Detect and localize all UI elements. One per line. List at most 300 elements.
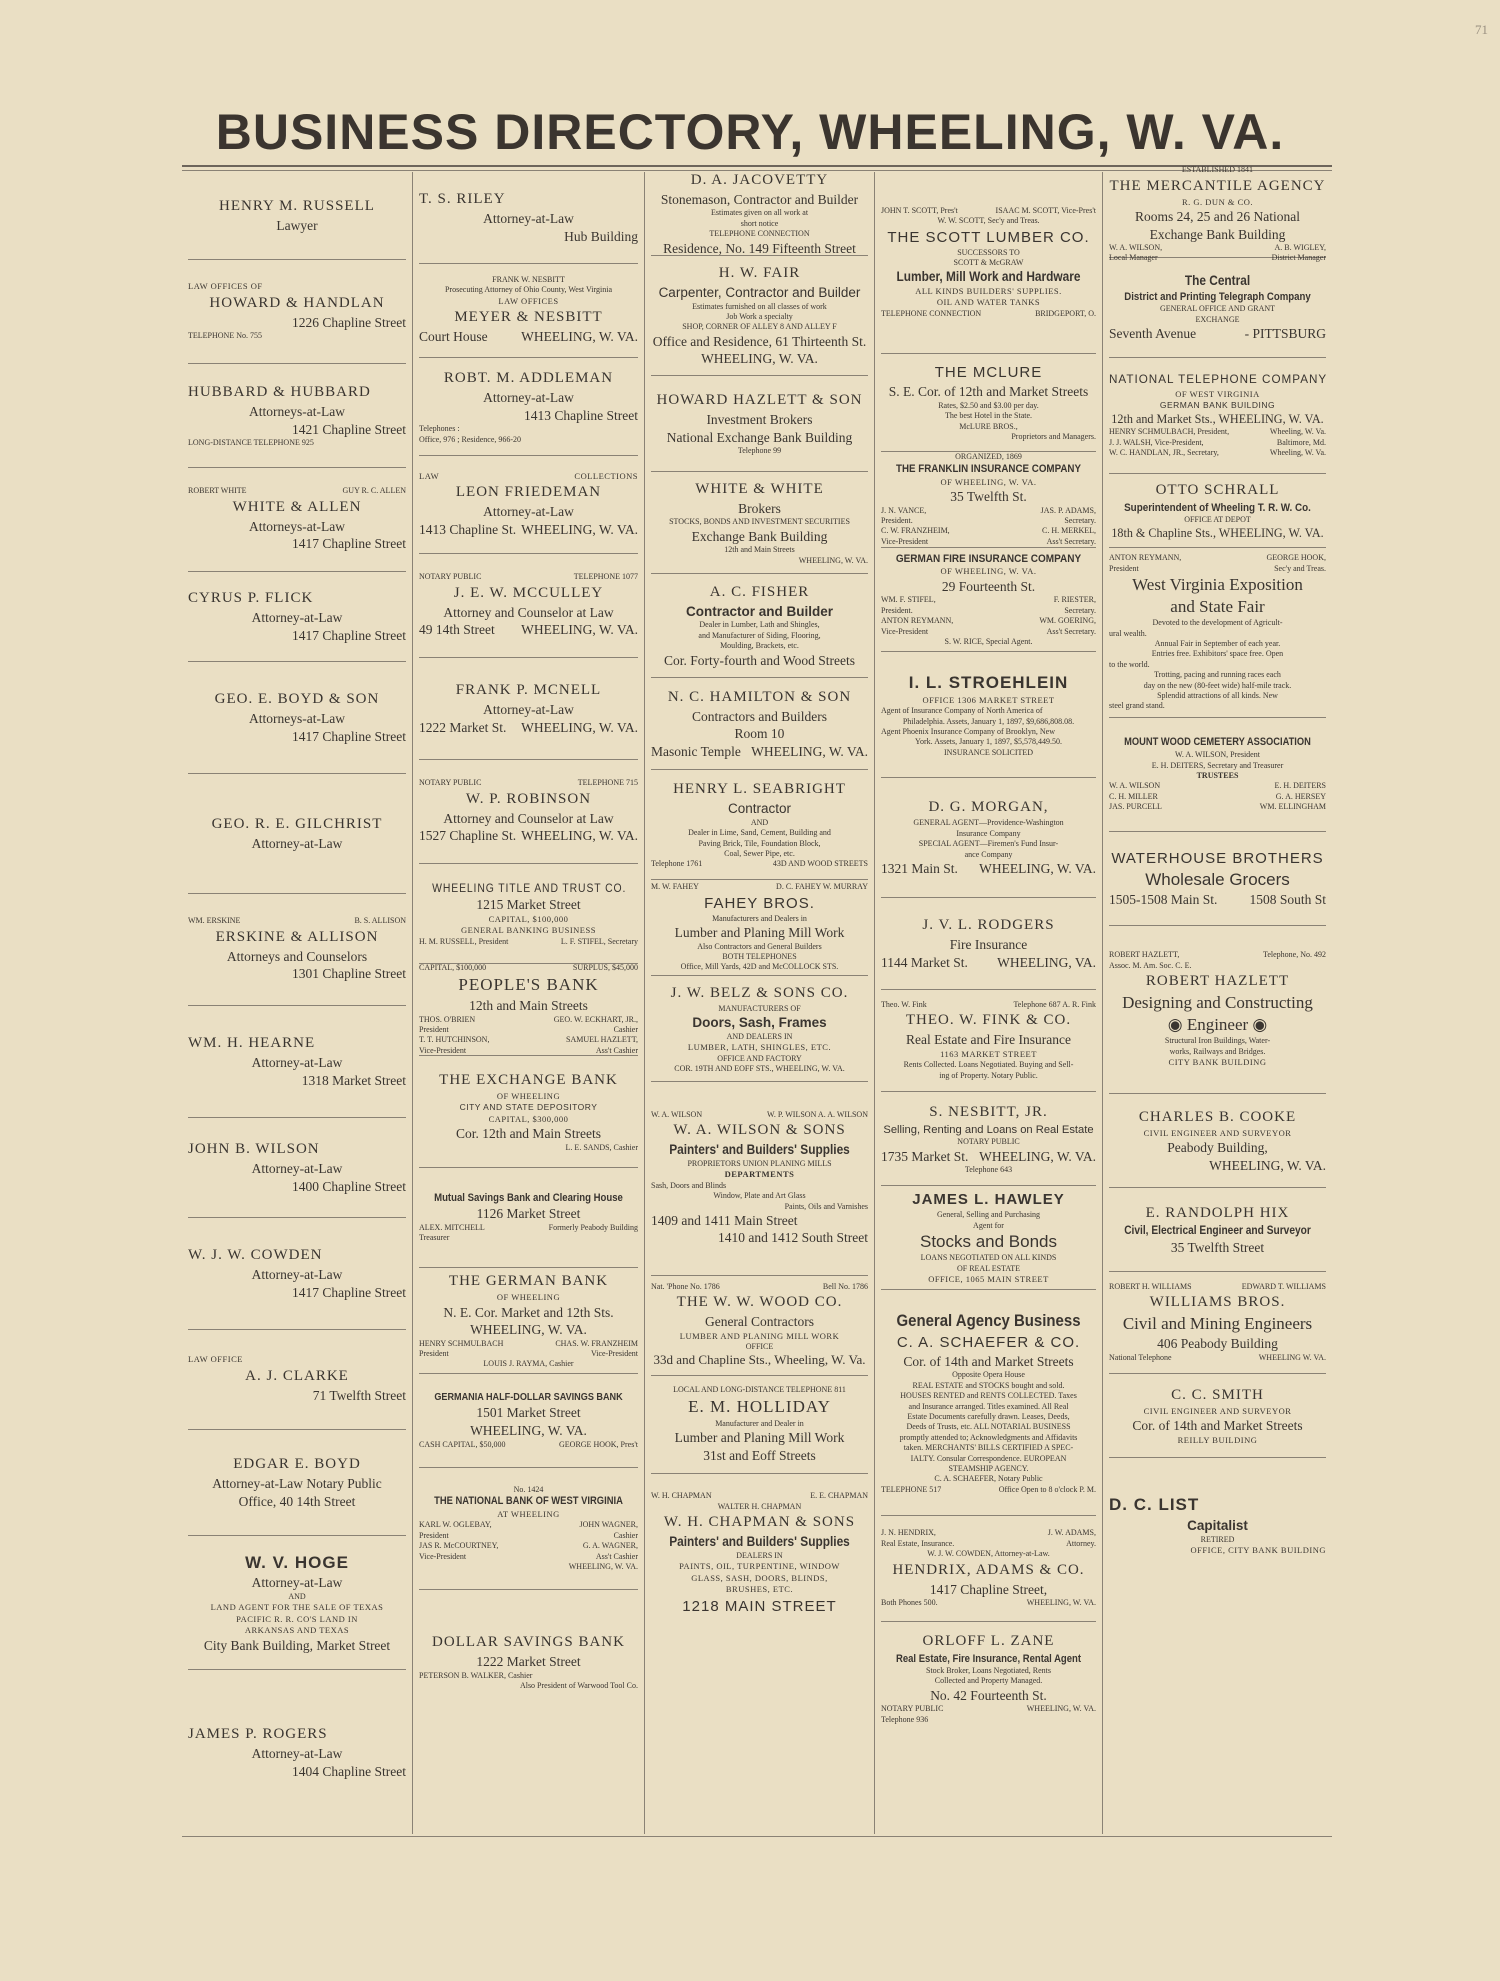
listing-text: BOTH TELEPHONES: [722, 951, 797, 961]
listing-text: Attorney and Counselor at Law: [443, 604, 614, 620]
listing-card: [188, 894, 406, 1006]
listing-text: GENERAL OFFICE AND GRANT: [1159, 304, 1276, 314]
listing-text: OTTO SCHRALL: [1155, 481, 1280, 498]
listing-text-left: LAW: [419, 470, 440, 481]
listing-card: [419, 1590, 638, 1734]
listing-text: Job Work a specialty: [726, 312, 793, 322]
listing-line-pair: [1109, 1282, 1326, 1292]
listing-text: Rates, $2.50 and $3.00 per day.: [938, 400, 1039, 410]
listing-text-left: President: [419, 1349, 449, 1359]
listing-card: [188, 572, 406, 662]
listing-text: E. M. HOLLIDAY: [688, 1397, 831, 1417]
listing-text-left: 1735 Market St.: [881, 1148, 969, 1164]
listing-text: 1413 Chapline Street: [524, 407, 638, 423]
listing-text: OIL AND WATER TANKS: [936, 297, 1041, 308]
listing-text-right: WHEELING, W. VA.: [979, 861, 1096, 876]
listing-card: [1109, 358, 1326, 474]
listing-text-left: ANTON REYMANN,: [1109, 553, 1182, 563]
listing-card: [881, 1186, 1096, 1290]
listing-text: Annual Fair in September of each year.: [1154, 639, 1281, 648]
listing-text-left: W. C. HANDLAN, JR., Secretary,: [1109, 448, 1219, 458]
listing-text-left: T. T. HUTCHINSON,: [419, 1035, 490, 1045]
listing-text: Proprietors and Managers.: [1011, 432, 1096, 442]
listing-text: Mutual Savings Bank and Clearing House: [434, 1192, 623, 1205]
listing-line-pair: [419, 1339, 638, 1349]
listing-text: Wholesale Grocers: [1145, 870, 1290, 890]
listing-card: [419, 964, 638, 1056]
listing-text: General Agency Business: [896, 1310, 1081, 1330]
listing-text: Real Estate and Fire Insurance: [906, 1032, 1071, 1048]
listing-card: [651, 770, 868, 880]
listing-text: City Bank Building, Market Street: [203, 1637, 391, 1653]
listing-text: 1126 Market Street: [476, 1206, 581, 1222]
listing-text: OF REAL ESTATE: [956, 1263, 1021, 1273]
listing-text: INSURANCE SOLICITED: [943, 747, 1034, 757]
column-3: [644, 172, 874, 1834]
listing-line-pair: [419, 328, 638, 346]
listing-text: LAND AGENT FOR THE SALE OF TEXAS: [210, 1602, 384, 1613]
listing-text: 35 Twelfth St.: [950, 489, 1027, 505]
listing-text-left: CAPITAL, $100,000: [419, 962, 487, 972]
listing-card: [651, 172, 868, 256]
listing-text: Splendid attractions of all kinds. New: [1157, 690, 1278, 700]
listing-text: Attorney-at-Law: [483, 211, 574, 227]
listing-text: works, Railways and Bridges.: [1169, 1046, 1266, 1056]
listing-text: WHEELING, W. VA.: [568, 1561, 638, 1571]
listing-text: OFFICE, 1065 MAIN STREET: [928, 1274, 1049, 1285]
listing-text: HUBBARD & HUBBARD: [188, 384, 371, 401]
listing-line-pair: [419, 778, 638, 788]
listing-text: Capitalist: [1187, 1518, 1248, 1534]
listing-text: THE GERMAN BANK: [448, 1273, 609, 1290]
listing-line-pair: [881, 1485, 1096, 1495]
listing-text-left: C. W. FRANZHEIM,: [881, 526, 950, 536]
listing-line-pair: [419, 1541, 638, 1551]
listing-text: OF WHEELING, W. VA.: [940, 476, 1037, 487]
listing-text: Telephones :: [419, 424, 460, 434]
listing-text: C. A. SCHAEFER, Notary Public: [934, 1474, 1043, 1484]
listing-text-right: Ass't Cashier: [595, 1551, 638, 1561]
listing-text-right: G. A. HERSEY: [1275, 791, 1326, 801]
listing-text-left: WM. ERSKINE: [188, 916, 241, 926]
listing-text: JAMES P. ROGERS: [188, 1725, 328, 1742]
listing-text: N. C. HAMILTON & SON: [667, 688, 852, 705]
listing-text-left: President.: [881, 516, 913, 526]
listing-text: Attorney-at-Law: [483, 390, 574, 406]
listing-text: Rooms 24, 25 and 26 National: [1135, 209, 1300, 224]
listing-line-pair: [188, 916, 406, 926]
listing-card: [1109, 1188, 1326, 1272]
listing-text: N. E. Cor. Market and 12th Sts.: [443, 1304, 614, 1320]
listing-text: 12th and Main Streets: [469, 998, 588, 1014]
listing-text: CAPITAL, $100,000: [488, 913, 569, 924]
listing-card: [651, 1474, 868, 1634]
listing-text-left: President: [419, 1024, 449, 1034]
listing-text: Investment Brokers: [706, 412, 813, 428]
listing-card: [188, 260, 406, 364]
listing-text: Agent for: [973, 1220, 1004, 1230]
listing-line-pair: [419, 963, 638, 973]
listing-line-pair: [651, 1282, 868, 1292]
bottom-rule: [182, 1836, 1332, 1837]
listing-line-pair: [419, 1440, 638, 1450]
listing-text: Office, 40 14th Street: [238, 1494, 356, 1509]
listing-card: [1109, 926, 1326, 1094]
listing-text: 1409 and 1411 Main Street: [651, 1212, 798, 1228]
listing-card: [881, 1622, 1096, 1734]
listing-text: WILLIAMS BROS.: [1149, 1294, 1286, 1311]
listing-text-left: J. J. WALSH, Vice-President,: [1109, 437, 1204, 447]
listing-text-right: Formerly Peabody Building: [548, 1222, 638, 1232]
listing-card: [419, 1268, 638, 1374]
listing-text-right: Wheeling, W. Va.: [1269, 427, 1326, 437]
listing-text: GENERAL AGENT—Providence-Washington: [913, 818, 1064, 828]
listing-text-left: 1505-1508 Main St.: [1109, 892, 1218, 908]
listing-card: [188, 468, 406, 572]
listing-text-left: Masonic Temple: [651, 743, 741, 759]
listing-text: Attorney-at-Law: [251, 1575, 343, 1591]
listing-text-right: TELEPHONE 715: [577, 778, 638, 788]
listing-text: WHITE & ALLEN: [232, 498, 362, 515]
listing-text: 1421 Chapline Street: [292, 421, 406, 437]
listing-text: Painters' and Builders' Supplies: [669, 1534, 850, 1550]
listing-text: LOANS NEGOTIATED ON ALL KINDS: [920, 1253, 1057, 1263]
listing-text: 1417 Chapline Street: [292, 729, 406, 744]
listing-text: WHEELING, W. VA.: [470, 1423, 587, 1439]
listing-text: Civil and Mining Engineers: [1122, 1314, 1313, 1334]
listing-text: short notice: [740, 218, 779, 228]
listing-line-pair: [419, 937, 638, 947]
listing-card: [651, 574, 868, 678]
listing-text: H. W. FAIR: [718, 265, 801, 282]
listing-text: ESTABLISHED 1841: [1181, 165, 1254, 175]
listing-text-right: Ass't Cashier: [595, 1045, 638, 1055]
listing-text-right: GEORGE HOOK, Pres't: [559, 1439, 638, 1449]
listing-text: WM. H. HEARNE: [188, 1035, 316, 1052]
listing-text: OFFICE 1306 MARKET STREET: [922, 694, 1055, 705]
listing-text-left: HENRY SCHMULBACH, President,: [1109, 427, 1230, 437]
listing-text-left: National Telephone: [1109, 1352, 1172, 1362]
listing-text: JAMES L. HAWLEY: [912, 1191, 1065, 1209]
listing-text-left: ANTON REYMANN,: [881, 616, 954, 626]
listing-line-pair: [419, 827, 638, 845]
listing-card: [881, 778, 1096, 898]
listing-text: IALTY. Consular Correspondence. EUROPEAN: [910, 1453, 1067, 1463]
listing-text: Attorney-at-Law: [251, 836, 343, 852]
listing-card: [881, 1290, 1096, 1516]
listing-text-right: Vice-President: [590, 1349, 638, 1359]
listing-line-pair: [881, 627, 1096, 637]
listing-text: ORLOFF L. ZANE: [922, 1632, 1055, 1649]
listing-card: [651, 976, 868, 1082]
listing-text-left: 1527 Chapline St.: [419, 828, 517, 844]
listing-text: THE FRANKLIN INSURANCE COMPANY: [895, 463, 1082, 476]
listing-card: [188, 1536, 406, 1670]
listing-text: Paving Brick, Tile, Foundation Block,: [698, 838, 821, 848]
listing-line-pair: [419, 1015, 638, 1025]
listing-text: WHEELING TITLE AND TRUST CO.: [432, 880, 627, 895]
listing-text: W. P. ROBINSON: [465, 790, 592, 807]
listing-text: W. H. CHAPMAN & SONS: [663, 1514, 856, 1531]
listing-text: PAINTS, OIL, TURPENTINE, WINDOW: [679, 1561, 840, 1572]
listing-text: Telephone 99: [737, 446, 782, 456]
listing-text: AND DEALERS IN: [726, 1031, 793, 1041]
listing-text-left: 1144 Market St.: [881, 955, 968, 970]
listing-text: LAW OFFICES OF: [188, 281, 263, 292]
listing-text: S. E. Cor. of 12th and Market Streets: [888, 384, 1089, 400]
listing-text: Entries free. Exhibitors' space free. Open: [1151, 649, 1284, 659]
listing-text: Selling, Renting and Loans on Real Estate: [883, 1123, 1094, 1136]
listing-text: Peabody Building,: [1167, 1140, 1268, 1156]
listing-text: Coal, Sewer Pipe, etc.: [724, 848, 795, 858]
listing-text: LEON FRIEDEMAN: [455, 484, 602, 501]
listing-text: CIVIL ENGINEER AND SURVEYOR: [1143, 1127, 1292, 1138]
listing-card: [419, 358, 638, 456]
listing-text: W. A. WILSON, President: [1175, 750, 1260, 760]
listing-text: OFFICE: [745, 1342, 774, 1352]
listing-text: WHITE & WHITE: [695, 480, 824, 497]
listing-text: FRANK W. NESBITT: [492, 275, 565, 285]
listing-text: Real Estate, Fire Insurance, Rental Agent: [896, 1652, 1081, 1665]
listing-text: OFFICE AND FACTORY: [717, 1053, 802, 1063]
listing-card: [1109, 832, 1326, 926]
listing-text: LAW OFFICE: [188, 1354, 243, 1365]
listing-text: Structural Iron Buildings, Water-: [1164, 1036, 1271, 1046]
listing-text: THE SCOTT LUMBER CO.: [887, 228, 1090, 246]
listing-text: FAHEY BROS.: [704, 894, 815, 912]
listing-card: [419, 554, 638, 658]
listing-text: GENERAL BANKING BUSINESS: [461, 925, 596, 936]
listing-text-left: 1413 Chapline St.: [419, 521, 517, 537]
listing-text: 1215 Market Street: [476, 897, 581, 913]
listing-line-pair: [651, 1491, 868, 1501]
listing-text-left: Seventh Avenue: [1109, 326, 1197, 341]
listing-line-pair: [419, 621, 638, 639]
listing-text: GEO. E. BOYD & SON: [214, 691, 380, 708]
listing-line-pair: [651, 743, 868, 761]
listing-card: [651, 678, 868, 770]
listing-text-right: A. B. WIGLEY,: [1274, 243, 1326, 253]
listing-text-right: 43D AND WOOD STREETS: [772, 859, 868, 869]
listing-text-left: Theo. W. Fink: [881, 999, 927, 1009]
listing-text: REILLY BUILDING: [1177, 1434, 1258, 1445]
listing-card: [1109, 1094, 1326, 1188]
listing-card: [419, 864, 638, 964]
listing-text-left: W. A. WILSON: [1109, 781, 1161, 791]
listing-text: Superintendent of Wheeling T. R. W. Co.: [1124, 501, 1311, 514]
listing-text: The best Hotel in the State.: [944, 411, 1033, 421]
listing-text-right: Secretary.: [1064, 605, 1096, 615]
listing-card: [188, 1330, 406, 1430]
listing-text: THE MCLURE: [934, 364, 1043, 382]
listing-text: W. W. SCOTT, Sec'y and Treas.: [937, 216, 1040, 226]
listing-text-right: CHAS. W. FRANZHEIM: [555, 1338, 638, 1348]
listing-text: 1417 Chapline Street,: [929, 1581, 1048, 1597]
listing-text: Attorneys-at-Law: [249, 518, 345, 534]
listing-text-right: ISAAC M. SCOTT, Vice-Pres't: [995, 205, 1096, 215]
listing-text: Lumber, Mill Work and Hardware: [896, 269, 1081, 285]
listing-text: Attorney and Counselor at Law: [443, 810, 614, 826]
column-1: [182, 172, 412, 1834]
listing-text-right: WHEELING, W. VA.: [521, 828, 638, 844]
listing-text: Stonemason, Contractor and Builder: [660, 191, 859, 207]
listing-text: GERMAN FIRE INSURANCE COMPANY: [895, 552, 1082, 565]
listing-card: [881, 452, 1096, 548]
listing-text-right: G. A. WAGNER,: [582, 1541, 638, 1551]
listing-line-pair: [419, 1520, 638, 1530]
listing-text: 1501 Market Street: [476, 1405, 581, 1421]
listing-card: [881, 990, 1096, 1092]
listing-text: L. E. SANDS, Cashier: [565, 1142, 638, 1152]
listing-text: Room 10: [734, 726, 785, 742]
listing-line-pair: [1109, 950, 1326, 960]
listing-text-left: NOTARY PUBLIC: [419, 778, 482, 788]
listing-text-right: 1508 South St: [1249, 892, 1326, 908]
listing-text: HENRY L. SEABRIGHT: [673, 781, 846, 798]
listing-text-right: WM. GOERING,: [1039, 616, 1096, 626]
listing-text-left: 1321 Main St.: [881, 861, 958, 876]
column-4: [874, 172, 1102, 1834]
listing-text: Manufacturers and Dealers in: [712, 913, 807, 923]
listing-line-pair: [1109, 802, 1326, 812]
listing-text: ◉ Engineer ◉: [1167, 1015, 1268, 1035]
listing-text: The Central: [1184, 273, 1251, 289]
listing-text-left: Vice-President: [881, 536, 929, 546]
listing-text: and Manufacturer of Siding, Flooring,: [698, 630, 821, 640]
listing-text-right: Sec'y and Treas.: [1274, 563, 1326, 573]
listing-text: COR. 19TH AND EOFF STS., WHEELING, W. VA.: [674, 1063, 845, 1073]
listing-text: Carpenter, Contractor and Builder: [658, 285, 861, 301]
listing-text-left: CASH CAPITAL, $50,000: [419, 1439, 506, 1449]
listing-text: AND: [750, 817, 769, 827]
listing-text: Estimates furnished on all classes of work: [692, 301, 827, 311]
listing-text-right: WHEELING, W. VA.: [521, 622, 638, 638]
listing-text: CIVIL ENGINEER AND SURVEYOR: [1143, 1405, 1292, 1416]
listing-text: Devoted to the development of Agricult-: [1152, 618, 1283, 628]
listing-card: [419, 1056, 638, 1168]
listing-text: Assoc. M. Am. Soc. C. E.: [1109, 960, 1192, 970]
listing-text: GERMAN BANK BUILDING: [1159, 400, 1276, 411]
listing-line-pair: [881, 595, 1096, 605]
listing-text-right: Baltimore, Md.: [1276, 437, 1326, 447]
listing-line-pair: [881, 1148, 1096, 1166]
listing-text: ROBT. M. ADDLEMAN: [443, 370, 614, 387]
listing-text-left: M. W. FAHEY: [651, 882, 699, 892]
listing-text: Attorney-at-Law: [251, 1161, 343, 1177]
listing-text: FRANK P. MCNELL: [455, 682, 602, 699]
listing-text: Fire Insurance: [949, 937, 1028, 953]
listing-text: ALL KINDS BUILDERS' SUPPLIES.: [915, 285, 1062, 296]
listing-text: Attorney-at-Law Notary Public: [212, 1476, 382, 1492]
listing-text: Attorneys-at-Law: [249, 404, 345, 420]
listing-text: Hub Building: [564, 229, 638, 244]
listing-text: 35 Twelfth Street: [1170, 1239, 1265, 1255]
listing-text: Office, Mill Yards, 42D and McCOLLOCK STS.: [680, 962, 839, 972]
listing-text: GERMANIA HALF-DOLLAR SAVINGS BANK: [434, 1392, 623, 1404]
listing-text-left: Vice-President: [419, 1551, 467, 1561]
listing-card: [188, 172, 406, 260]
listing-card: [188, 1006, 406, 1118]
listing-text: LAW OFFICES: [498, 295, 559, 306]
listing-line-pair: [881, 1000, 1096, 1010]
listing-text: R. G. DUN & CO.: [1181, 196, 1254, 207]
listing-text: HENDRIX, ADAMS & CO.: [892, 1561, 1085, 1578]
listing-card: [651, 880, 868, 976]
listing-text: AT WHEELING: [497, 1508, 560, 1519]
listing-line-pair: [881, 1528, 1096, 1538]
listing-line-pair: [419, 1025, 638, 1035]
listing-text: Stock Broker, Loans Negotiated, Rents: [926, 1665, 1051, 1675]
listing-text: HOWARD HAZLETT & SON: [656, 392, 863, 409]
listing-text: HOWARD & HANDLAN: [209, 294, 385, 311]
listing-text: CAPITAL, $300,000: [488, 1113, 569, 1124]
listing-text-left: NOTARY PUBLIC: [881, 1704, 944, 1714]
listing-card: [419, 1468, 638, 1590]
listing-text: National Exchange Bank Building: [666, 429, 853, 445]
listing-text: Lumber and Planing Mill Work: [674, 925, 845, 941]
listing-text: ARKANSAS AND TEXAS: [244, 1625, 350, 1636]
listing-text: SUCCESSORS TO: [957, 247, 1020, 257]
listing-text: Agent Phoenix Insurance Company of Brooklyn, New: [881, 726, 1055, 736]
listing-text: ural wealth.: [1109, 628, 1147, 638]
listing-text: WHEELING, W. VA.: [798, 555, 868, 565]
listing-card: [188, 1670, 406, 1834]
listing-text-right: C. H. MERKEL,: [1042, 526, 1096, 536]
listing-text-left: 1222 Market St.: [419, 720, 507, 735]
listing-text: LUMBER AND PLANING MILL WORK: [679, 1330, 840, 1341]
listing-text: Window, Plate and Art Glass: [713, 1191, 806, 1201]
listing-text: Attorney-at-Law: [251, 1267, 343, 1283]
listing-text: E. H. DEITERS, Secretary and Treasurer: [1151, 760, 1284, 770]
listing-text: NATIONAL TELEPHONE COMPANY: [1109, 373, 1328, 387]
listing-text: OF WHEELING: [496, 1090, 561, 1101]
listing-text: GLASS, SASH, DOORS, BLINDS,: [691, 1572, 828, 1583]
listing-text: OFFICE AT DEPOT: [1184, 515, 1251, 525]
listing-text-right: JOHN WAGNER,: [579, 1520, 638, 1530]
listing-text: THE NATIONAL BANK OF WEST VIRGINIA: [434, 1495, 623, 1508]
listing-text: LOCAL AND LONG-DISTANCE TELEPHONE 811: [673, 1384, 846, 1394]
listing-line-pair: [419, 1349, 638, 1359]
listing-text: Attorneys and Counselors: [226, 948, 368, 964]
listing-text-left: JAS R. McCOURTNEY,: [419, 1541, 499, 1551]
listing-text: OF WEST VIRGINIA: [1175, 388, 1260, 399]
listing-line-pair: [1109, 781, 1326, 791]
listing-text-right: Attorney.: [1066, 1538, 1096, 1548]
listing-text-right: Telephone, No. 492: [1263, 950, 1326, 960]
listing-text: Attorneys-at-Law: [249, 711, 345, 727]
listing-text: Attorney-at-Law: [483, 702, 574, 718]
listing-text-left: JAS. PURCELL: [1109, 802, 1162, 812]
listing-text: Contractors and Builders: [692, 708, 827, 724]
listing-text: WHEELING, W. VA.: [470, 1322, 587, 1338]
listing-text: TELEPHONE No. 755: [188, 331, 262, 341]
listing-text: CHARLES B. COOKE: [1138, 1108, 1297, 1125]
listing-text: Office, 976 ; Residence, 966-20: [419, 434, 522, 444]
listing-text-right: WHEELING W. VA.: [1258, 1352, 1326, 1362]
listing-text: District and Printing Telegraph Company: [1124, 290, 1311, 303]
listing-text: J. W. BELZ & SONS CO.: [670, 984, 849, 1001]
listing-card: [1109, 718, 1326, 832]
listing-text-right: Ass't Secretary.: [1046, 536, 1096, 546]
listing-text: Civil, Electrical Engineer and Surveyor: [1124, 1224, 1311, 1237]
listing-text: I. L. STROEHLEIN: [908, 672, 1069, 692]
listing-text: CITY BANK BUILDING: [1168, 1057, 1267, 1068]
listing-text: WATERHOUSE BROTHERS: [1111, 850, 1324, 868]
listing-text: Dealer in Lime, Sand, Cement, Building and: [688, 828, 831, 838]
listing-text-right: COLLECTIONS: [574, 470, 638, 481]
listing-text: Painters' and Builders' Supplies: [669, 1142, 850, 1158]
listing-line-pair: [419, 471, 638, 482]
